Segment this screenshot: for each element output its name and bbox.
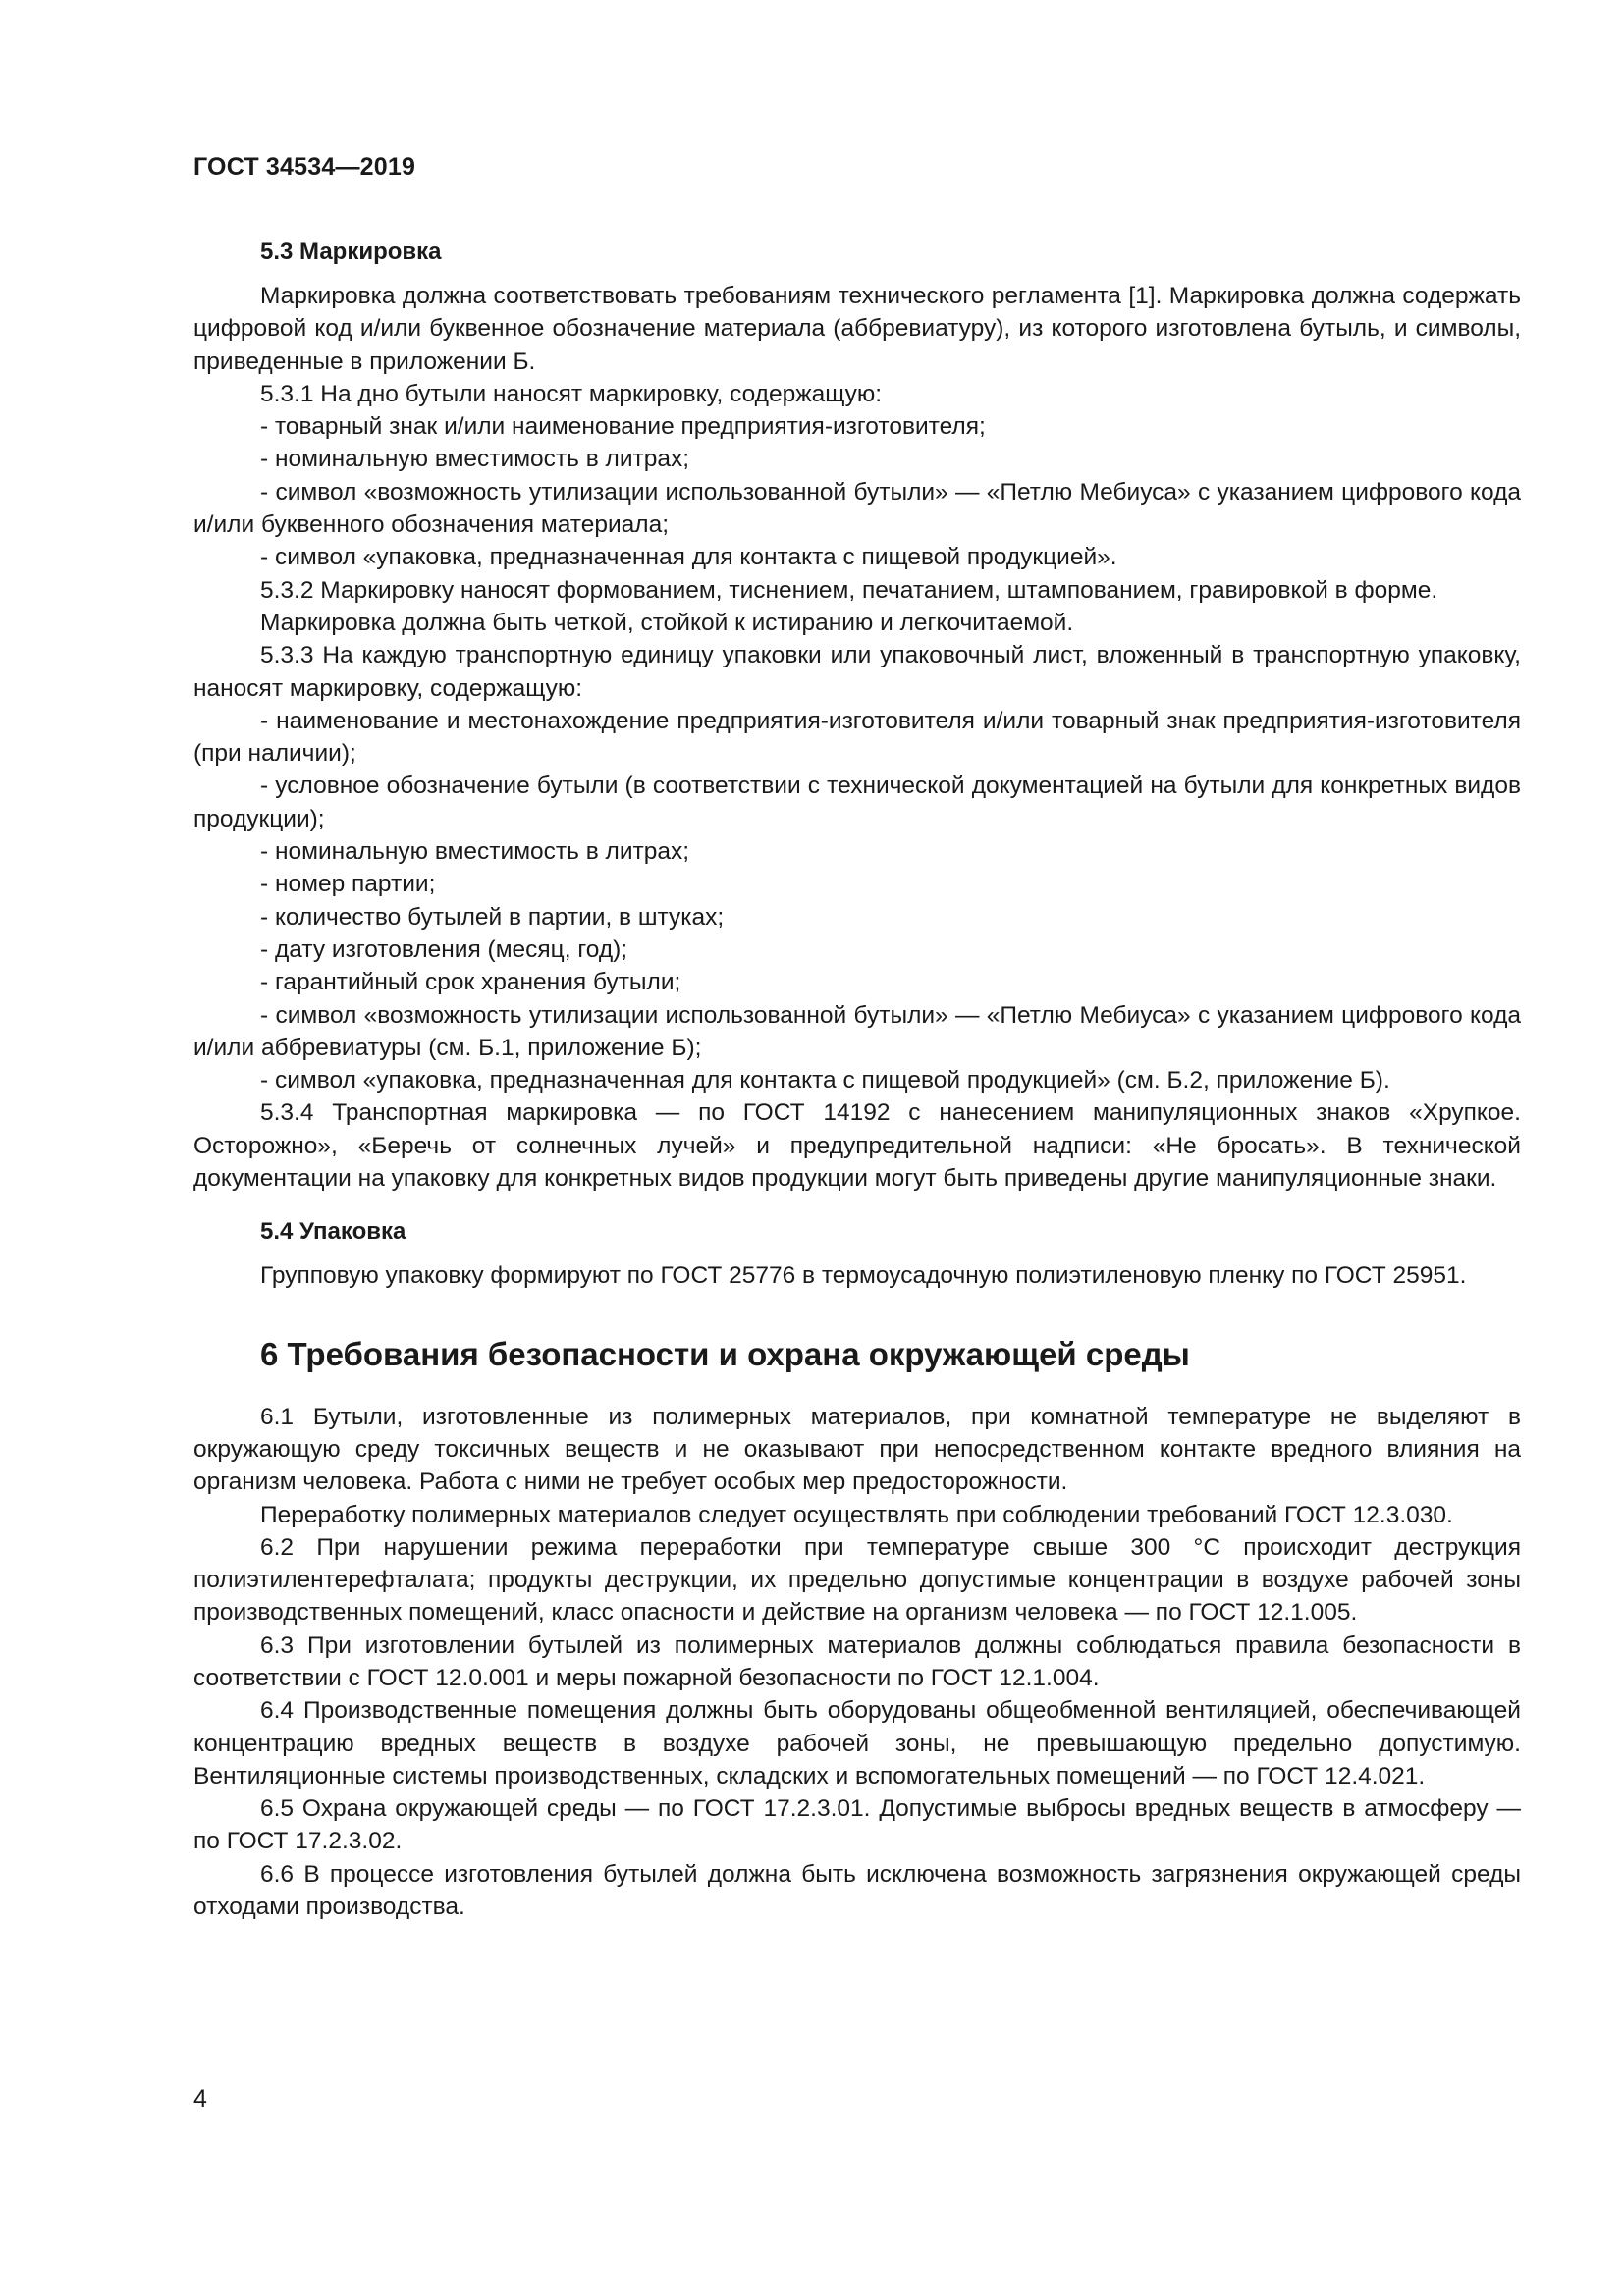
- chapter-title: 6 Требования безопасности и охрана окружающей среды: [260, 1335, 1190, 1372]
- list-item: - символ «упаковка, предназначенная для контакта с пищевой продукцией» (см. Б.2, приложение Б).: [260, 1067, 1390, 1095]
- list-item: - количество бутылей в партии, в штуках;: [260, 903, 725, 931]
- list-item: - номер партии;: [260, 871, 436, 898]
- paragraph: 6.1 Бутыли, изготовленные из полимерных материалов, при комнатной температуре не выделяют в окружающую среду токсичных веществ и не оказывают при непосредственном контакте вредного влияния на организм человека. Работа с ними не требует особых мер предосторожности.: [193, 1403, 1521, 1496]
- section-title: 5.4 Упаковка: [260, 1218, 406, 1246]
- paragraph: 6.5 Охрана окружающей среды — по ГОСТ 17.2.3.01. Допустимые выбросы вредных веществ в атмосферу — по ГОСТ 17.2.3.02.: [193, 1795, 1521, 1855]
- list-item: - символ «возможность утилизации использованной бутыли» — «Петлю Мебиуса» с указанием цифрового кода и/или буквенного обозначения материала;: [193, 478, 1521, 539]
- section-5-3: [193, 239, 1521, 1195]
- paragraph: 5.3.4 Транспортная маркировка — по ГОСТ 14192 с нанесением манипуляционных знаков «Хрупкое. Осторожно», «Беречь от солнечных лучей» и предупредительной надписи: «Не бросать». В технической документации на упаковку для конкретных видов продукции могут быть приведены другие манипуляционные знаки.: [193, 1099, 1521, 1193]
- paragraph: 6.4 Производственные помещения должны быть оборудованы общеобменной вентиляцией, обеспечивающей концентрацию вредных веществ в воздухе рабочей зоны, не превышающую предельно допустимую. Вентиляционные системы производственных, складских и вспомогательных помещений — по ГОСТ 12.4.021.: [193, 1697, 1521, 1789]
- section-title: 5.3 Маркировка: [260, 239, 442, 265]
- paragraph: 5.3.3 На каждую транспортную единицу упаковки или упаковочный лист, вложенный в транспортную упаковку, наносят маркировку, содержащую:: [193, 642, 1521, 702]
- paragraph: 6.6 В процессе изготовления бутылей должна быть исключена возможность загрязнения окружающей среды отходами производства.: [193, 1860, 1521, 1921]
- paragraph: 6.2 При нарушении режима переработки при температуре свыше 300 °С происходит деструкция полиэтилентерефталата; продукты деструкции, их предельно допустимые концентрации в воздухе рабочей зоны производственных помещений, класс опасности и действие на организм человека — по ГОСТ 12.1.005.: [193, 1533, 1521, 1627]
- section-5-4: [193, 1218, 1521, 1292]
- section-6: [193, 1336, 1521, 1924]
- list-item: - символ «упаковка, предназначенная для контакта с пищевой продукцией».: [260, 544, 1117, 571]
- list-item: - дату изготовления (месяц, год);: [260, 935, 628, 963]
- paragraph: 5.3.2 Маркировку наносят формованием, тиснением, печатанием, штампованием, гравировкой в форме.: [260, 576, 1438, 604]
- paragraph: Групповую упаковку формируют по ГОСТ 25776 в термоусадочную полиэтиленовую пленку по ГОСТ 25951.: [260, 1262, 1467, 1290]
- paragraph: Маркировка должна быть четкой, стойкой к истиранию и легкочитаемой.: [260, 609, 1074, 636]
- paragraph: Маркировка должна соответствовать требованиям технического регламента [1]. Маркировка должна содержать цифровой код и/или буквенное обозначение материала (аббревиатуру), из которого изготовлена бутыль, и символы, приведенные в приложении Б.: [193, 283, 1521, 375]
- list-item: - символ «возможность утилизации использованной бутыли» — «Петлю Мебиуса» с указанием цифрового кода и/или аббревиатуры (см. Б.1, приложение Б);: [193, 1001, 1521, 1061]
- paragraph: Переработку полимерных материалов следует осуществлять при соблюдении требований ГОСТ 12.3.030.: [260, 1501, 1453, 1528]
- paragraph: 6.3 При изготовлении бутылей из полимерных материалов должны соблюдаться правила безопасности в соответствии с ГОСТ 12.0.001 и меры пожарной безопасности по ГОСТ 12.1.004.: [193, 1631, 1521, 1691]
- list-item: - условное обозначение бутыли (в соответствии с технической документацией на бутыли для конкретных видов продукции);: [193, 773, 1521, 832]
- document-header: ГОСТ 34534—2019: [193, 153, 416, 181]
- page-number: 4: [193, 2085, 207, 2112]
- document-page: [193, 137, 1521, 1923]
- list-item: - товарный знак и/или наименование предприятия-изготовителя;: [260, 413, 986, 441]
- list-item: - наименование и местонахождение предприятия-изготовителя и/или товарный знак предприятия-изготовителя (при наличии);: [193, 707, 1521, 768]
- list-item: - номинальную вместимость в литрах;: [260, 838, 690, 866]
- list-item: - гарантийный срок хранения бутыли;: [260, 969, 681, 996]
- paragraph: 5.3.1 На дно бутыли наносят маркировку, содержащую:: [260, 380, 883, 407]
- list-item: - номинальную вместимость в литрах;: [260, 446, 690, 473]
